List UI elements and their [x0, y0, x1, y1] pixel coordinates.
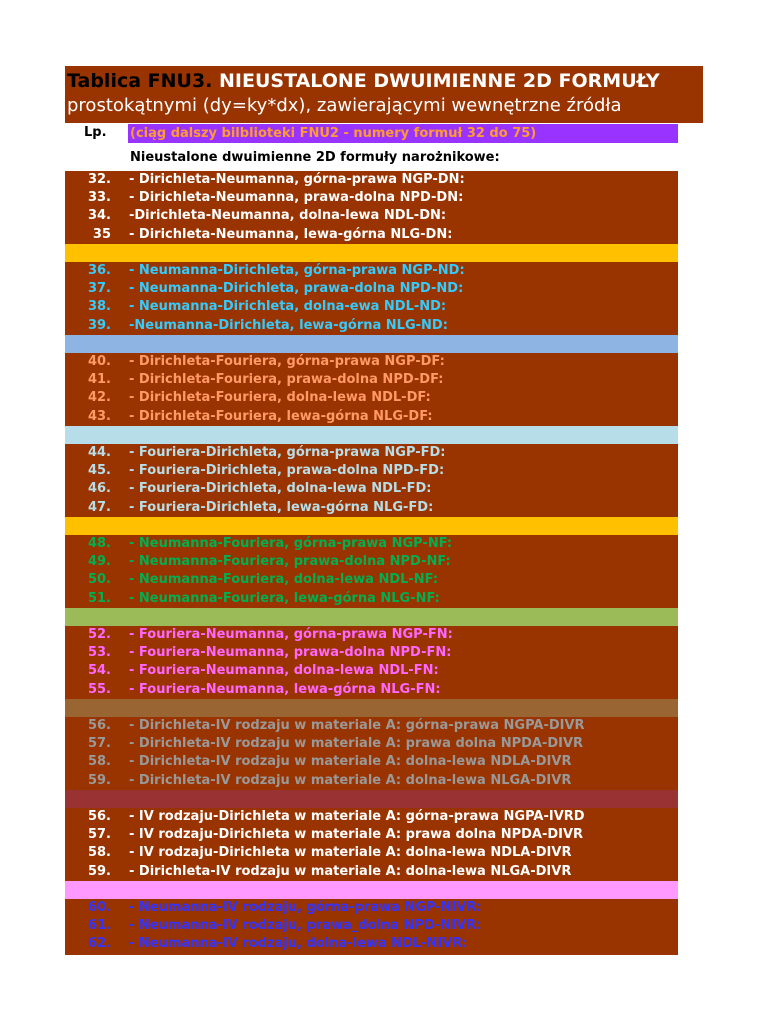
formula-row	[65, 863, 678, 881]
formula-row	[65, 935, 678, 953]
separator-blue	[65, 335, 678, 353]
formula-row	[65, 535, 678, 553]
formula-text: - Neumanna-IV rodzaju, dolna-lewa NDL-NIVR:	[129, 936, 468, 952]
formula-text: - Fouriera-Neumanna, górna-prawa NGP-FN:	[129, 627, 453, 642]
formula-number: 55.	[87, 681, 111, 697]
formula-text: - Neumanna-Fouriera, prawa-dolna NPD-NF:	[129, 554, 451, 570]
formula-text: - Fouriera-Dirichleta, górna-prawa NGP-FD:	[129, 445, 446, 460]
formula-row	[65, 899, 678, 917]
title-line-1	[67, 70, 660, 92]
formula-text: - Neumanna-Fouriera, górna-prawa NGP-NF:	[129, 536, 453, 551]
formula-row	[65, 353, 678, 371]
formula-row	[65, 644, 678, 662]
formula-text: - Neumanna-Dirichleta, prawa-dolna NPD-ND:	[129, 281, 464, 297]
formula-number: 42.	[87, 390, 111, 406]
formula-row	[65, 753, 678, 771]
formula-row	[65, 189, 678, 207]
formula-row	[65, 808, 678, 826]
separator-pink	[65, 881, 678, 899]
formula-text: - Dirichleta-Fouriera, lewa-górna NLG-DF:	[129, 408, 433, 424]
formula-text: - Dirichleta-Neumanna, górna-prawa NGP-DN:	[129, 172, 465, 187]
formula-row	[65, 735, 678, 753]
formula-number: 56.	[87, 809, 111, 824]
formula-number: 46.	[87, 481, 111, 497]
formula-row	[65, 681, 678, 699]
formula-row	[65, 171, 678, 189]
table-title-box	[65, 66, 703, 123]
formula-text: - Fouriera-Neumanna, dolna-lewa NDL-FN:	[129, 663, 439, 679]
formula-number: 59.	[87, 772, 111, 788]
title-text: NIEUSTALONE DWUIMIENNE 2D FORMUŁY	[212, 70, 660, 92]
formula-text: - Dirichleta-Fouriera, prawa-dolna NPD-DF:	[129, 372, 444, 388]
formula-row	[65, 826, 678, 844]
formula-text: -Dirichleta-Neumanna, dolna-lewa NDL-DN:	[129, 208, 447, 224]
formula-number: 36.	[87, 263, 111, 278]
separator-maroon	[65, 790, 678, 808]
formula-text: - Dirichleta-Neumanna, prawa-dolna NPD-DN:	[129, 190, 464, 206]
lp-label: Lp.	[84, 125, 107, 140]
formula-text: -Neumanna-Dirichleta, lewa-górna NLG-ND:	[129, 317, 448, 333]
formula-row	[65, 207, 678, 225]
formula-number: 53.	[87, 645, 111, 661]
formula-number: 54.	[87, 663, 111, 679]
formula-number: 35	[92, 226, 111, 242]
formula-row	[65, 499, 678, 517]
formula-text: - Fouriera-Neumanna, prawa-dolna NPD-FN:	[129, 645, 452, 661]
formula-number: 60.	[87, 900, 111, 915]
separator-orange-1	[65, 244, 678, 262]
formula-number: 40.	[87, 354, 111, 369]
formula-text: - Dirichleta-IV rodzaju w materiale A: górna-prawa NGPA-DIVR	[129, 718, 585, 733]
formula-text: - Dirichleta-Fouriera, górna-prawa NGP-DF:	[129, 354, 445, 369]
formula-text: - Dirichleta-IV rodzaju w materiale A: dolna-lewa NLGA-DIVR	[129, 863, 572, 879]
formula-number: 58.	[87, 845, 111, 861]
separator-green	[65, 608, 678, 626]
formula-text: - Neumanna-IV rodzaju, prawa_dolna NPD-NIVR:	[129, 918, 482, 934]
formula-text: - IV rodzaju-Dirichleta w materiale A: dolna-lewa NDLA-DIVR	[129, 845, 572, 861]
formula-number: 62.	[87, 936, 111, 952]
formula-text: - Dirichleta-Fouriera, dolna-lewa NDL-DF:	[129, 390, 431, 406]
formula-row	[65, 389, 678, 407]
separator-orange-2	[65, 517, 678, 535]
formula-number: 34.	[87, 208, 111, 224]
formula-row	[65, 226, 678, 244]
formula-number: 37.	[87, 281, 111, 297]
formula-number: 39.	[87, 317, 111, 333]
formula-row	[65, 317, 678, 335]
section-subtitle: Nieustalone dwuimienne 2D formuły narożnikowe:	[130, 150, 500, 165]
separator-light-blue	[65, 426, 678, 444]
formula-row	[65, 298, 678, 316]
formula-row	[65, 571, 678, 589]
formula-number: 59.	[87, 863, 111, 879]
title-line-2: prostokątnymi (dy=ky*dx), zawierającymi wewnętrzne źródła	[67, 95, 622, 116]
continuation-note: (ciąg dalszy bilblioteki FNU2 - numery formuł 32 do 75)	[128, 124, 678, 143]
formula-number: 48.	[87, 536, 111, 551]
separator-brown	[65, 699, 678, 717]
formula-text: - IV rodzaju-Dirichleta w materiale A: górna-prawa NGPA-IVRD	[129, 809, 585, 824]
formula-number: 61.	[87, 918, 111, 934]
formula-row	[65, 626, 678, 644]
formula-row	[65, 772, 678, 790]
formula-number: 41.	[87, 372, 111, 388]
table-name: Tablica FNU3.	[67, 70, 213, 92]
formula-text: - Dirichleta-IV rodzaju w materiale A: prawa dolna NPDA-DIVR	[129, 736, 584, 752]
formula-number: 33.	[87, 190, 111, 206]
formula-number: 45.	[87, 463, 111, 479]
formula-number: 57.	[87, 827, 111, 843]
formula-row	[65, 262, 678, 280]
formula-text: - Neumanna-Dirichleta, górna-prawa NGP-ND:	[129, 263, 465, 278]
formula-row	[65, 444, 678, 462]
formula-number: 49.	[87, 554, 111, 570]
formula-text: - Neumanna-Fouriera, lewa-górna NLG-NF:	[129, 590, 440, 606]
formula-row	[65, 717, 678, 735]
formula-row	[65, 917, 678, 935]
formula-number: 43.	[87, 408, 111, 424]
formula-text: - Neumanna-Fouriera, dolna-lewa NDL-NF:	[129, 572, 439, 588]
formula-text: - Dirichleta-Neumanna, lewa-górna NLG-DN:	[129, 226, 453, 242]
formula-text: - IV rodzaju-Dirichleta w materiale A: prawa dolna NPDA-DIVR	[129, 827, 584, 843]
formula-text: - Fouriera-Neumanna, lewa-górna NLG-FN:	[129, 681, 441, 697]
formula-text: - Neumanna-IV rodzaju, górna-prawa NGP-NIVR:	[129, 900, 482, 915]
formula-number: 51.	[87, 590, 111, 606]
formula-row	[65, 371, 678, 389]
formula-row	[65, 480, 678, 498]
formula-text: - Dirichleta-IV rodzaju w materiale A: dolna-lewa NLGA-DIVR	[129, 772, 572, 788]
formula-row	[65, 462, 678, 480]
formula-number: 58.	[87, 754, 111, 770]
formula-row	[65, 553, 678, 571]
formula-number: 50.	[87, 572, 111, 588]
formula-row	[65, 280, 678, 298]
formula-number: 38.	[87, 299, 111, 315]
formula-row	[65, 844, 678, 862]
formula-row	[65, 662, 678, 680]
formula-number: 52.	[87, 627, 111, 642]
formula-text: - Fouriera-Dirichleta, prawa-dolna NPD-FD:	[129, 463, 445, 479]
formula-text: - Fouriera-Dirichleta, lewa-górna NLG-FD:	[129, 499, 434, 515]
formula-number: 44.	[87, 445, 111, 460]
formula-number: 56.	[87, 718, 111, 733]
formula-number: 57.	[87, 736, 111, 752]
formula-text: - Dirichleta-IV rodzaju w materiale A: dolna-lewa NDLA-DIVR	[129, 754, 572, 770]
formula-row	[65, 408, 678, 426]
formula-text: - Neumanna-Dirichleta, dolna-ewa NDL-ND:	[129, 299, 447, 315]
formula-row	[65, 590, 678, 608]
formula-number: 32.	[87, 172, 111, 187]
formula-text: - Fouriera-Dirichleta, dolna-lewa NDL-FD:	[129, 481, 432, 497]
formula-number: 47.	[87, 499, 111, 515]
